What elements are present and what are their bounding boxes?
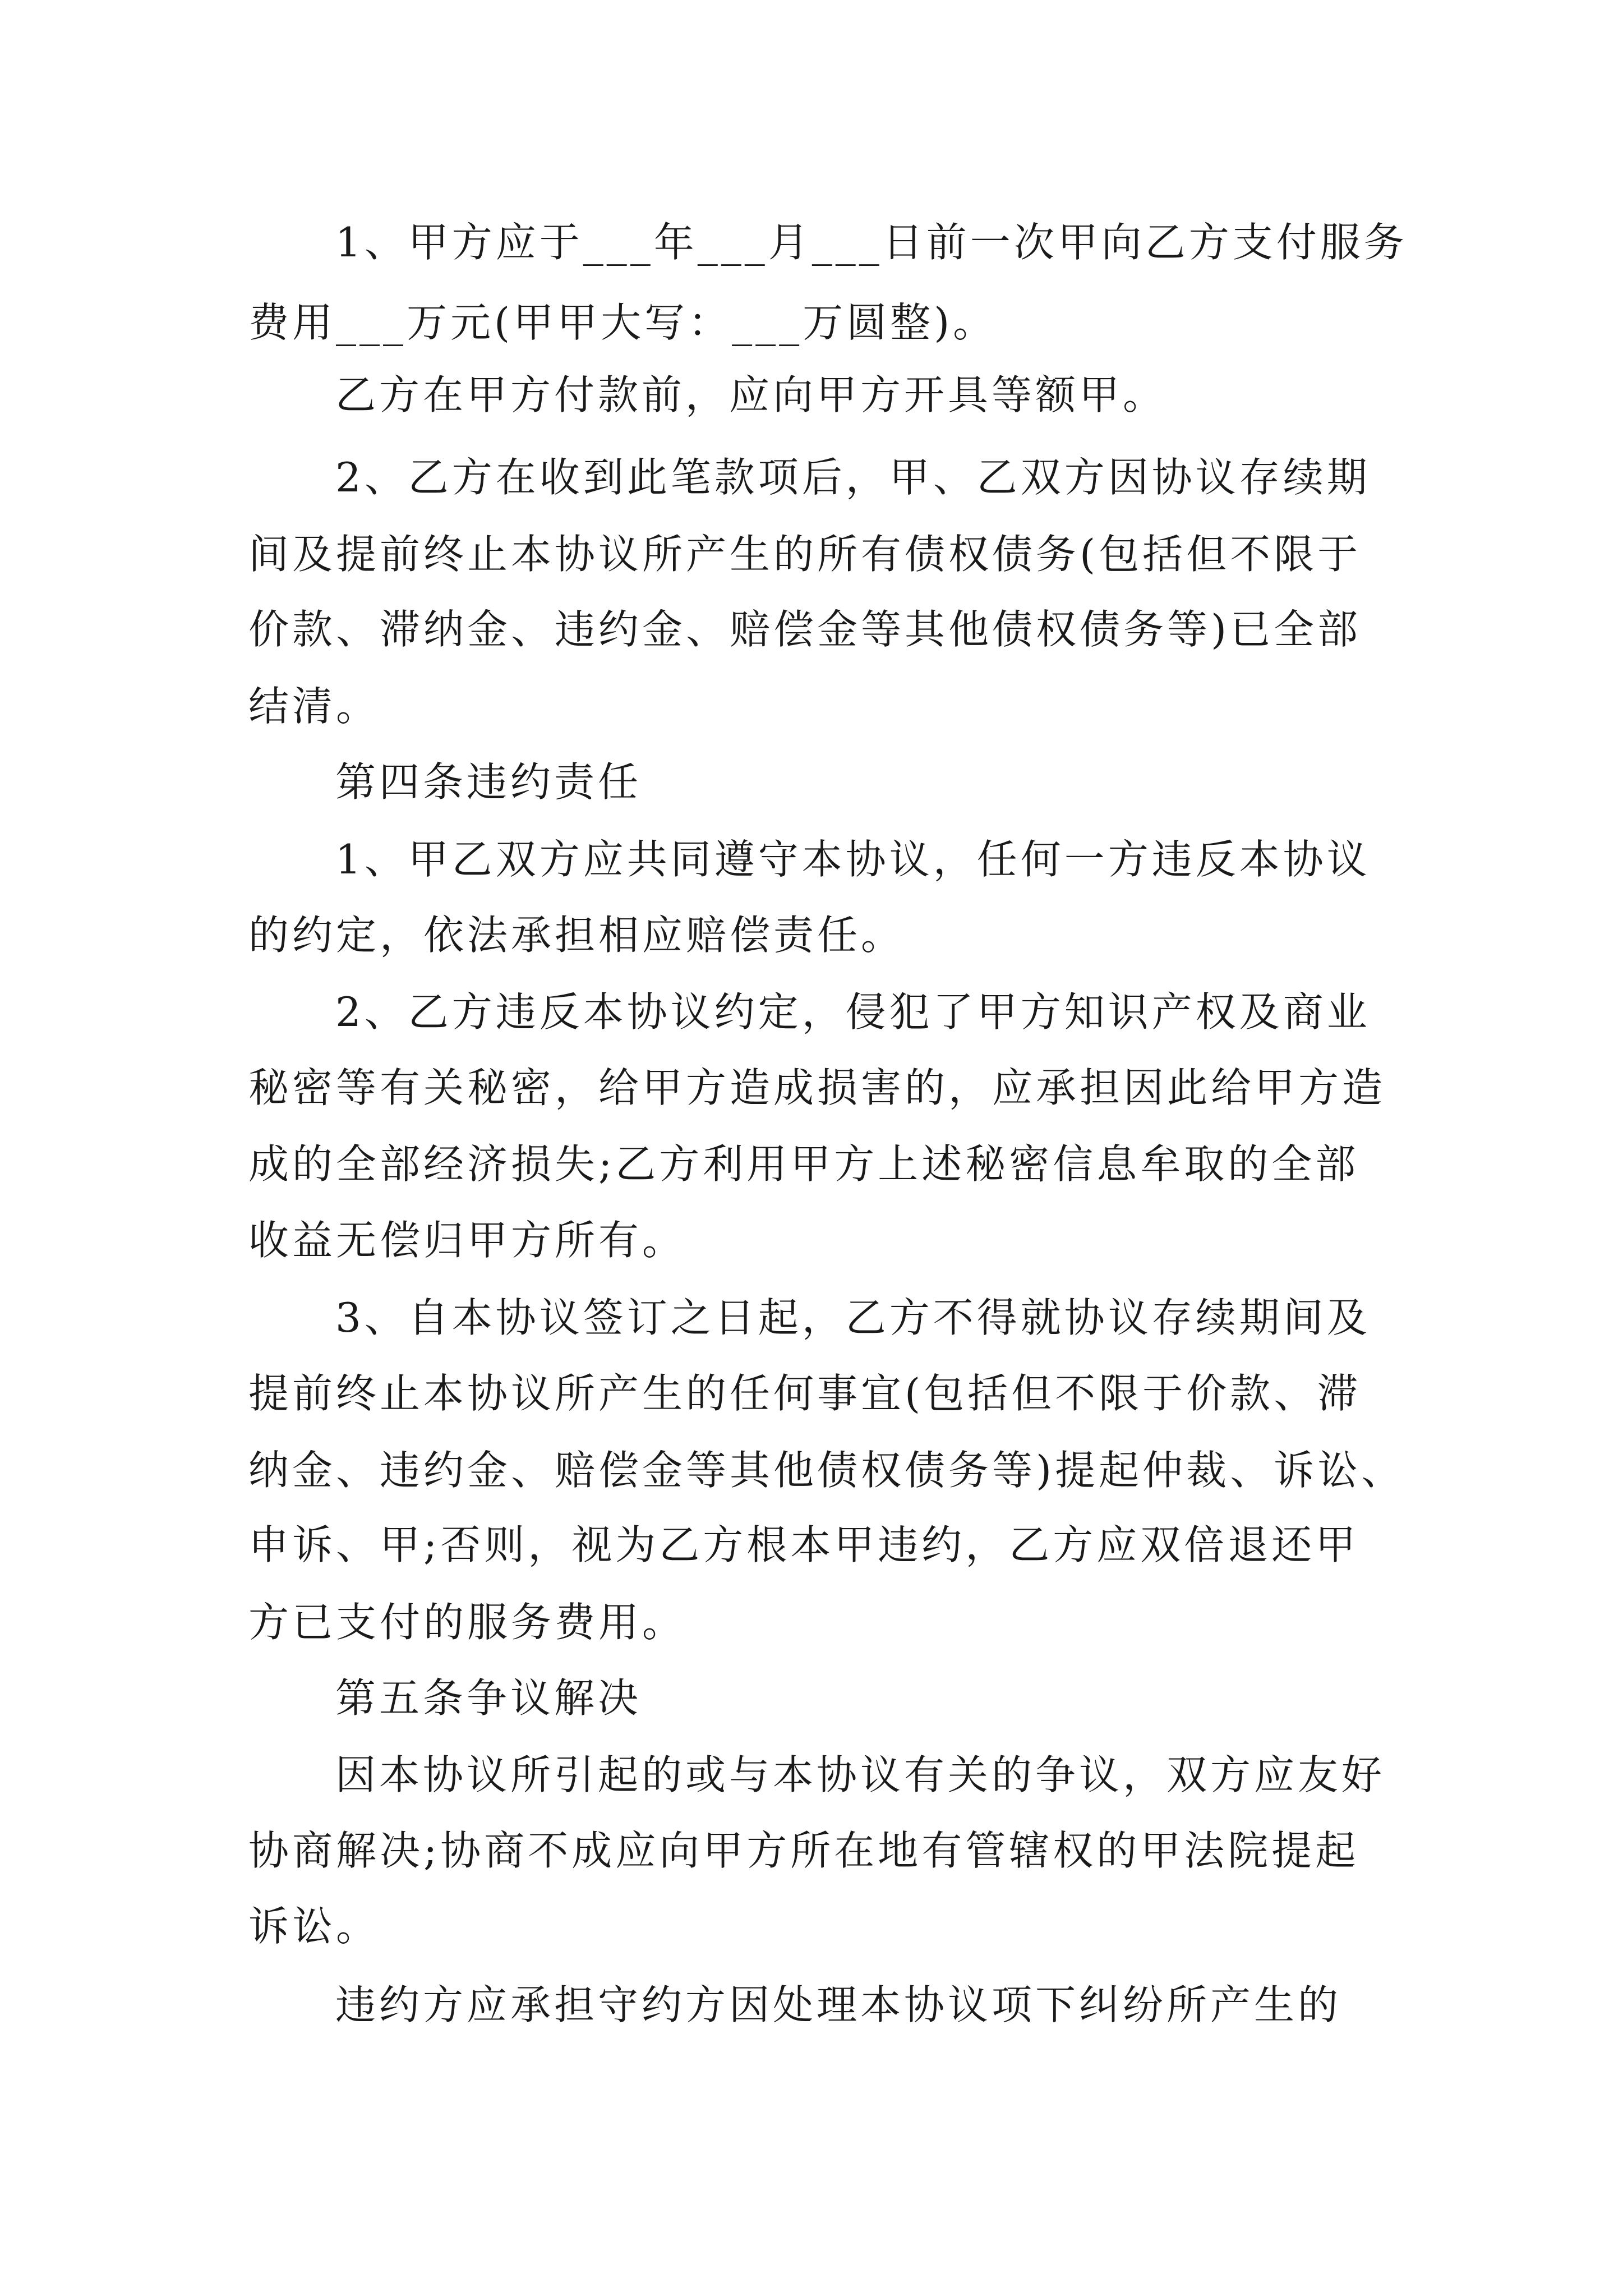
liability-clause-3-line-2: 提前终止本协议所产生的任何事宜(包括但不限于价款、滞: [248, 1370, 1362, 1417]
dispute-clause-line-3: 诉讼。: [248, 1903, 380, 1950]
section-heading-dispute: 第五条争议解决: [335, 1674, 642, 1722]
liability-clause-2-line-4: 收益无偿归甲方所有。: [248, 1217, 686, 1264]
cost-clause-line-1: 违约方应承担守约方因处理本协议项下纠纷所产生的: [335, 1981, 1342, 2028]
liability-clause-3-line-4: 申诉、甲;否则，视为乙方根本甲违约，乙方应双倍退还甲: [248, 1521, 1359, 1568]
liability-clause-3-line-5: 方已支付的服务费用。: [248, 1599, 686, 1646]
liability-clause-1-line-2: 的约定，依法承担相应赔偿责任。: [248, 912, 905, 959]
dispute-clause-line-1: 因本协议所引起的或与本协议有关的争议，双方应友好: [335, 1751, 1386, 1798]
invoice-clause-line: 乙方在甲方付款前，应向甲方开具等额甲。: [335, 371, 1167, 418]
liability-clause-3-line-3: 纳金、违约金、赔偿金等其他债权债务等)提起仲裁、诉讼、: [248, 1447, 1405, 1494]
liability-clause-2-line-2: 秘密等有关秘密，给甲方造成损害的，应承担因此给甲方造: [248, 1064, 1386, 1111]
section-heading-liability: 第四条违约责任: [335, 758, 642, 806]
settlement-clause-line-3: 价款、滞纳金、违约金、赔偿金等其他债权债务等)已全部: [248, 606, 1362, 653]
liability-clause-1-line-1: 1、甲乙双方应共同遵守本协议，任何一方违反本协议: [335, 836, 1371, 883]
dispute-clause-line-2: 协商解决;协商不成应向甲方所在地有管辖权的甲法院提起: [248, 1827, 1359, 1874]
payment-clause-line-2: 费用___万元(甲甲大写：___万圆整)。: [248, 299, 997, 346]
settlement-clause-line-4: 结清。: [248, 683, 380, 730]
liability-clause-2-line-3: 成的全部经济损失;乙方利用甲方上述秘密信息牟取的全部: [248, 1140, 1359, 1188]
liability-clause-2-line-1: 2、乙方违反本协议约定，侵犯了甲方知识产权及商业: [335, 988, 1371, 1036]
settlement-clause-line-2: 间及提前终止本协议所产生的所有债权债务(包括但不限于: [248, 531, 1362, 578]
liability-clause-3-line-1: 3、自本协议签订之日起，乙方不得就协议存续期间及: [335, 1294, 1371, 1341]
payment-clause-line-1: 1、甲方应于___年___月___日前一次甲向乙方支付服务: [335, 219, 1408, 266]
settlement-clause-line-1: 2、乙方在收到此笔款项后，甲、乙双方因协议存续期: [335, 454, 1371, 501]
